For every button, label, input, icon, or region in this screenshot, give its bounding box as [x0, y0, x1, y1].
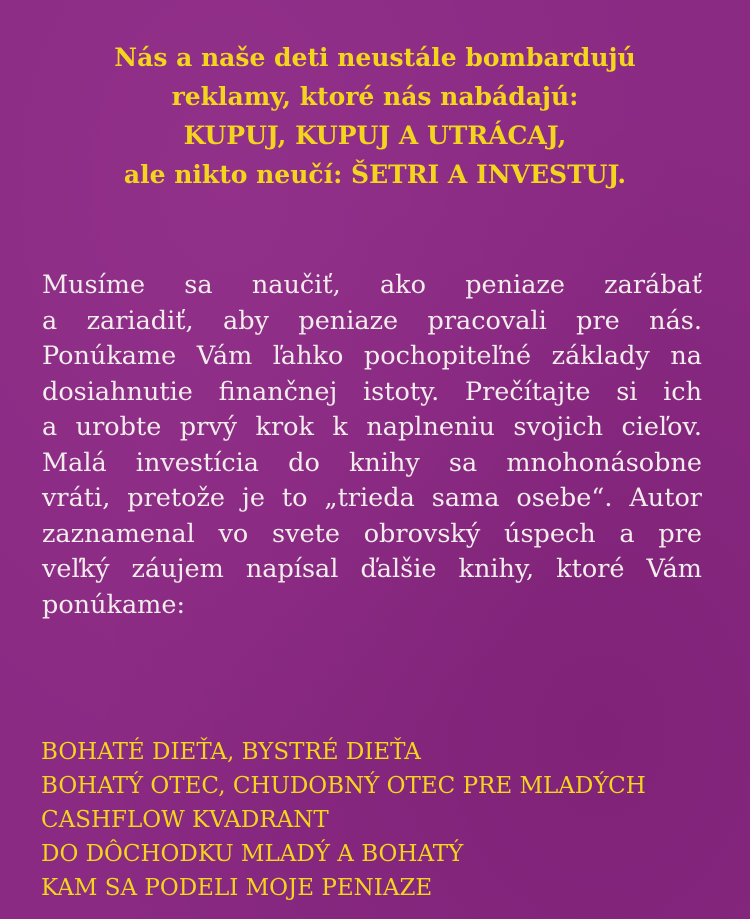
- paragraph-line: ponúkame:: [42, 589, 186, 620]
- book-title: CASHFLOW KVADRANT: [41, 807, 329, 833]
- headline-line: KUPUJ, KUPUJ A UTRÁCAJ,: [183, 121, 567, 150]
- description-paragraph: [42, 268, 702, 623]
- paragraph-line: Ponúkame Vám ľahko pochopiteľné základy na: [42, 341, 702, 371]
- paragraph-line: a zariadiť, aby peniaze pracovali pre nás.: [42, 305, 702, 336]
- paragraph-line: a urobte prvý krok k naplneniu svojich cieľov.: [42, 412, 702, 442]
- paragraph-line: dosiahnutie finančnej istoty. Prečítajte si ich: [42, 376, 702, 407]
- headline-line: ale nikto neučí: ŠETRI A INVESTUJ.: [123, 160, 627, 189]
- paragraph-line: Musíme sa naučiť, ako peniaze zarábať: [42, 270, 702, 300]
- headline-line: Nás a naše deti neustále bombardujú: [114, 43, 636, 72]
- book-title: BOHATÉ DIEŤA, BYSTRÉ DIEŤA: [41, 739, 421, 765]
- paragraph-line: Malá investícia do knihy sa mnohonásobne: [42, 447, 702, 478]
- paragraph-line: zaznamenal vo svete obrovský úspech a pre: [42, 518, 702, 549]
- book-title: KAM SA PODELI MOJE PENIAZE: [41, 875, 433, 901]
- book-title: BOHATÝ OTEC, CHUDOBNÝ OTEC PRE MLADÝCH: [41, 773, 646, 799]
- paragraph-line: vráti, pretože je to „trieda sama osebe“. Autor: [42, 483, 702, 513]
- headline-block: [0, 38, 750, 194]
- headline-line: reklamy, ktoré nás nabádajú:: [171, 82, 579, 111]
- book-title: DO DÔCHODKU MLADÝ A BOHATÝ: [41, 841, 464, 867]
- paragraph-line: veľký záujem napísal ďalšie knihy, ktoré Vám: [42, 554, 702, 584]
- book-list: [41, 735, 646, 905]
